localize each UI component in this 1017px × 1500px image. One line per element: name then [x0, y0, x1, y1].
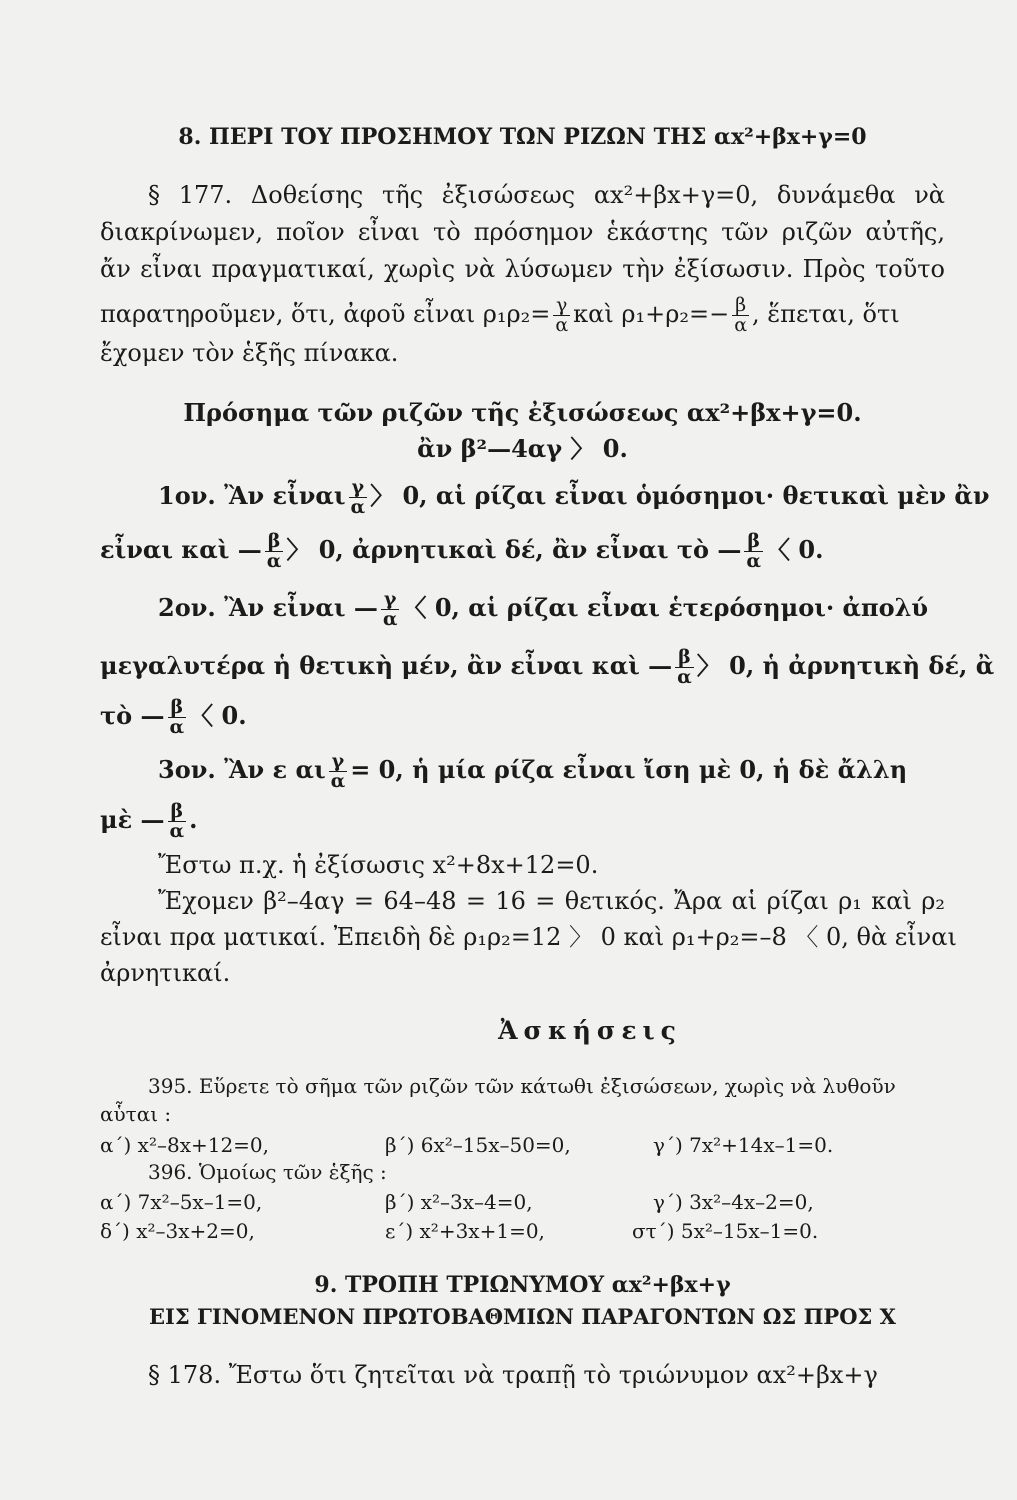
case-2-line-2: μεγαλυτέρα ἡ θετικὴ μέν, ἂν εἶναι καὶ — $\frac{\beta}{\alpha}$ 〉 0, ἡ ἀρνητικὴ δέ, ἂ [100, 646, 995, 688]
example-line-4: ἀρνητικαί. [100, 959, 231, 987]
exercise-395-a: α΄) x²–8x+12=0, [100, 1133, 270, 1157]
case-1-line-1: 1ον. Ἂν εἶναι $\frac{\gamma}{\alpha}$ 〉 0, αἱ ρίζαι εἶναι ὁμόσημοι· θετικαὶ μὲν ἂν [158, 476, 990, 518]
fraction-beta-over-alpha: $\frac{\beta}{\alpha}$ [677, 646, 692, 688]
case-3-line-1: 3ον. Ἂν ε αι $\frac{\gamma}{\alpha}$ = 0, ἡ μία ρίζα εἶναι ἴση μὲ 0, ἡ δὲ ἄλλη [158, 750, 908, 792]
case-1-line-2: εἶναι καὶ — $\frac{\beta}{\alpha}$ 〉 0, ἀρνητικαὶ δέ, ἂν εἶναι τὸ — $\frac{\beta}{\alpha}$ 〈 0. [100, 530, 824, 572]
exercise-396: 396. Ὁμοίως τῶν ἑξῆς : [148, 1160, 387, 1184]
table-condition: ἂν β²—4αγ 〉 0. [417, 434, 628, 463]
exercise-396-d: δ΄) x²–3x+2=0, [100, 1219, 255, 1243]
example-line-1: Ἔστω π.χ. ἡ ἐξίσωσις x²+8x+12=0. [158, 851, 599, 879]
section-8-title: 8. ΠΕΡΙ ΤΟΥ ΠΡΟΣΗΜΟΥ ΤΩΝ ΡΙΖΩΝ ΤΗΣ αx²+βx+γ=0 [178, 124, 867, 150]
case-3-line-2: μὲ — $\frac{\beta}{\alpha}$ . [100, 800, 198, 842]
fraction-gamma-over-alpha: $\frac{\gamma}{\alpha}$ [330, 750, 346, 792]
exercise-395-continued: αὗται : [100, 1102, 172, 1126]
exercise-395: 395. Εὕρετε τὸ σῆμα τῶν ριζῶν τῶν κάτωθι ἐξισώσεων, χωρὶς νὰ λυθοῦν [148, 1074, 896, 1098]
case-2-line-3: τὸ — $\frac{\beta}{\alpha}$ 〈 0. [100, 696, 247, 738]
section-9-title-line-2: ΕΙΣ ΓΙΝΟΜΕΝΟΝ ΠΡΩΤΟΒΑΘΜΙΩΝ ΠΑΡΑΓΟΝΤΩΝ ΩΣ ΠΡΟΣ Χ [149, 1304, 896, 1329]
par-177-line-5: ἔχομεν τὸν ἑξῆς πίνακα. [100, 339, 399, 367]
fraction-beta-over-alpha: $\frac{\beta}{\alpha}$ [746, 530, 762, 572]
exercise-396-e: ε΄) x²+3x+1=0, [385, 1219, 545, 1243]
section-9-title-line-1: 9. ΤΡΟΠΗ ΤΡΙΩΝΥΜΟΥ αx²+βx+γ [314, 1272, 731, 1298]
fraction-gamma-over-alpha: $\frac{\gamma}{\alpha}$ [555, 294, 569, 336]
fraction-gamma-over-alpha: $\frac{\gamma}{\alpha}$ [382, 588, 398, 630]
table-heading: Πρόσημα τῶν ριζῶν τῆς ἐξισώσεως αx²+βx+γ=0. [183, 398, 862, 427]
case-2-line-1: 2ον. Ἂν εἶναι — $\frac{\gamma}{\alpha}$ 〈 0, αἱ ρίζαι εἶναι ἑτερόσημοι· ἀπολύ [158, 588, 929, 630]
fraction-beta-over-alpha: $\frac{\beta}{\alpha}$ [266, 530, 282, 572]
par-177-line-4: παρατηροῦμεν, ὅτι, ἀφοῦ εἶναι ρ₁ρ₂= $\frac{\gamma}{\alpha}$ καὶ ρ₁+ρ₂=− $\frac{\beta}{\alpha}$ , ἕπεται, ὅτι [100, 294, 900, 336]
par-178-line-1: § 178. Ἔστω ὅτι ζητεῖται νὰ τραπῇ τὸ τριώνυμον αx²+βx+γ [148, 1361, 878, 1389]
exercise-396-a: α΄) 7x²–5x–1=0, [100, 1190, 263, 1214]
par-177-line-3: ἄν εἶναι πραγματικαί, χωρὶς νὰ λύσωμεν τὴν ἐξίσωσιν. Πρὸς τοῦτο [100, 255, 945, 283]
example-line-2: Ἔχομεν β²–4αγ = 64–48 = 16 = θετικός. Ἄρα αἱ ρίζαι ρ₁ καὶ ρ₂ [158, 887, 945, 915]
exercise-396-f: στ΄) 5x²–15x–1=0. [632, 1219, 819, 1243]
exercise-396-b: β΄) x²–3x–4=0, [385, 1190, 533, 1214]
par-177-line-2: διακρίνωμεν, ποῖον εἶναι τὸ πρόσημον ἑκάστης τῶν ριζῶν αὐτῆς, [100, 218, 945, 246]
fraction-gamma-over-alpha: $\frac{\gamma}{\alpha}$ [350, 476, 366, 518]
exercise-395-b: β΄) 6x²–15x–50=0, [385, 1133, 571, 1157]
exercise-396-c: γ΄) 3x²–4x–2=0, [653, 1190, 814, 1214]
exercise-395-c: γ΄) 7x²+14x–1=0. [653, 1133, 834, 1157]
example-line-3: εἶναι πρα ματικαί. Ἐπειδὴ δὲ ρ₁ρ₂=12 〉 0 καὶ ρ₁+ρ₂=–8 〈 0, θὰ εἶναι [100, 923, 957, 951]
fraction-beta-over-alpha: $\frac{\beta}{\alpha}$ [169, 800, 185, 842]
par-177-line-1: § 177. Δοθείσης τῆς ἐξισώσεως αx²+βx+γ=0, δυνάμεθα νὰ [148, 181, 945, 209]
fraction-beta-over-alpha: $\frac{\beta}{\alpha}$ [169, 696, 185, 738]
fraction-beta-over-alpha: $\frac{\beta}{\alpha}$ [734, 294, 748, 336]
exercises-heading: Ἀσκήσεις [498, 1016, 682, 1045]
